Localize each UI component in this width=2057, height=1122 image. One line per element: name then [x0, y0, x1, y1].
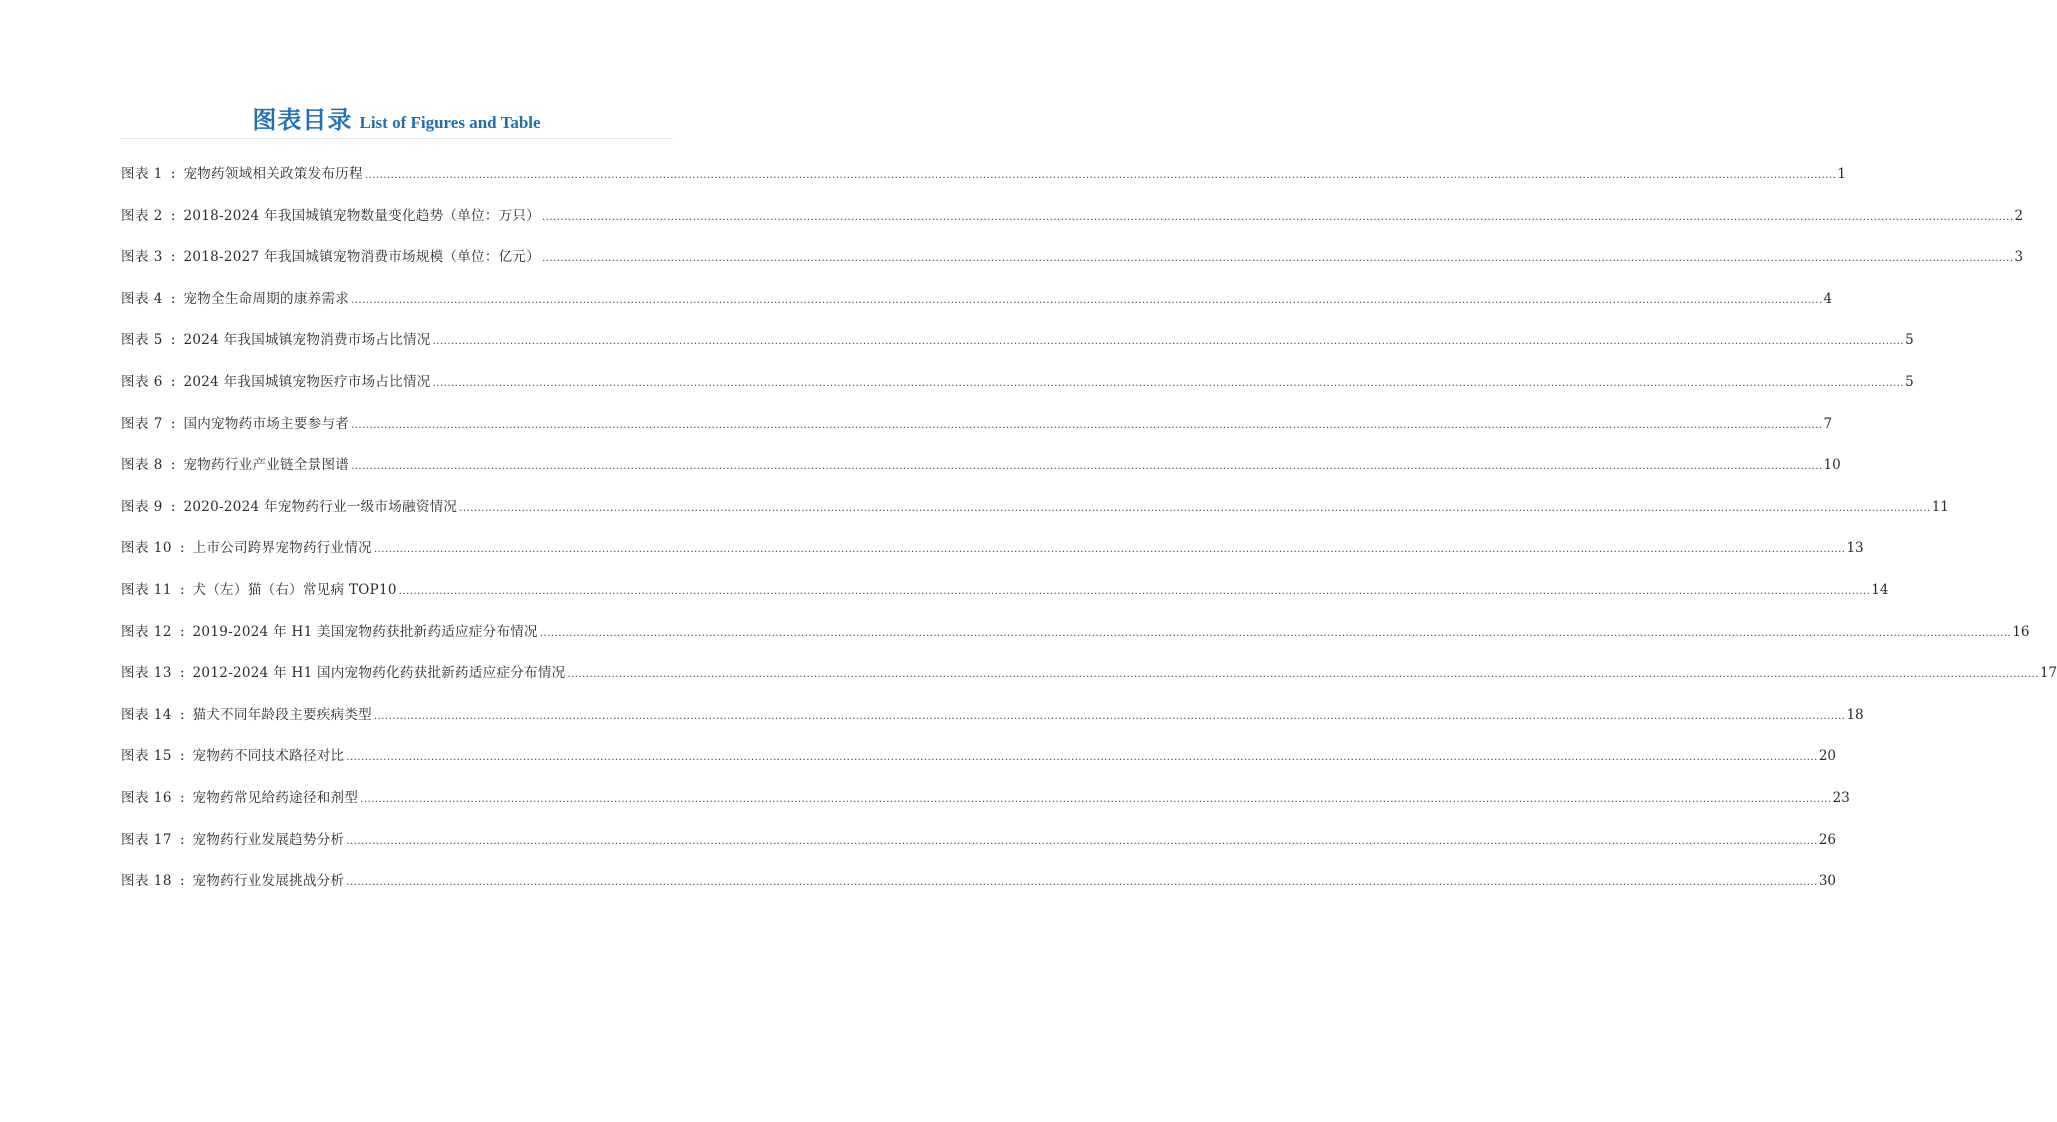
toc-dot-leader: ................................................................................................................................................................................................................................................................................................................................................................................................................: [398, 585, 1871, 597]
toc-entry-title: 宠物药不同技术路径对比: [192, 748, 345, 765]
toc-entry-page: 7: [1823, 415, 1833, 432]
toc-entry-page: 11: [1931, 498, 1949, 515]
toc-entry-title: 宠物药行业产业链全景图谱: [183, 457, 350, 474]
toc-entry-page: 5: [1905, 332, 1914, 349]
toc-entry-title: 宠物药常见给药途径和剂型: [192, 789, 359, 806]
toc-entry-title: 宠物全生命周期的康养需求: [183, 290, 350, 307]
toc-dot-leader: ................................................................................................................................................................................................................................................................................................................................................................................................................: [567, 669, 2039, 681]
toc-entry-separator: :: [170, 498, 176, 515]
toc-entry-title: 2019-2024 年 H1 美国宠物药获批新药适应症分布情况: [192, 623, 538, 640]
toc-entry-label: 图表 14: [121, 706, 172, 723]
page-title: 图表目录: [252, 106, 353, 134]
toc-entry-label: 图表 15: [121, 748, 172, 765]
toc-entry-title: 2024 年我国城镇宠物消费市场占比情况: [183, 332, 431, 349]
toc-entry-title: 宠物药行业发展趋势分析: [192, 831, 345, 848]
toc-entry-label: 图表 4: [121, 290, 163, 307]
toc-entry-separator: :: [179, 789, 185, 806]
toc-entry-title: 2018-2024 年我国城镇宠物数量变化趋势（单位：万只）: [183, 207, 541, 224]
toc-entry-label: 图表 6: [121, 373, 163, 390]
toc-dot-leader: ................................................................................................................................................................................................................................................................................................................................................................................................................: [542, 253, 2014, 265]
toc-entry-separator: :: [179, 831, 185, 848]
toc-entry-label: 图表 17: [121, 831, 172, 848]
toc-entry-page: 23: [1832, 789, 1850, 806]
toc-entry-separator: :: [170, 166, 176, 182]
toc-entry-separator: :: [179, 873, 185, 890]
toc-entry-page: 26: [1818, 831, 1837, 848]
toc-entry-title: 2024 年我国城镇宠物医疗市场占比情况: [183, 373, 431, 390]
toc-entry[interactable]: [121, 580, 1889, 622]
toc-entry-page: 3: [2014, 249, 2024, 266]
toc-entry[interactable]: [121, 830, 1837, 872]
toc-entry[interactable]: [121, 705, 1864, 747]
toc-dot-leader: ................................................................................................................................................................................................................................................................................................................................................................................................................: [539, 627, 2012, 639]
toc-entry-page: 17: [2039, 665, 2057, 682]
toc-entry-label: 图表 9: [121, 498, 163, 515]
toc-entry-title: 2012-2024 年 H1 国内宠物药化药获批新药适应症分布情况: [192, 665, 566, 682]
toc-entry[interactable]: [121, 164, 1846, 206]
toc-entry-page: 5: [1905, 373, 1914, 390]
toc-dot-leader: ................................................................................................................................................................................................................................................................................................................................................................................................................: [432, 377, 1905, 389]
toc-dot-leader: ................................................................................................................................................................................................................................................................................................................................................................................................................: [351, 461, 1823, 473]
toc-entry-separator: :: [179, 748, 185, 765]
page-header: [0, 100, 793, 135]
toc-entry[interactable]: [121, 746, 1837, 788]
toc-entry-separator: :: [170, 415, 176, 432]
toc-entry-separator: :: [170, 373, 176, 390]
toc-entry[interactable]: [121, 247, 2024, 289]
toc-entry[interactable]: [121, 497, 1949, 539]
table-of-figures: [121, 164, 2057, 913]
toc-entry[interactable]: [121, 455, 1841, 497]
toc-entry-separator: :: [170, 457, 176, 474]
toc-dot-leader: ................................................................................................................................................................................................................................................................................................................................................................................................................: [360, 793, 1832, 805]
toc-dot-leader: ................................................................................................................................................................................................................................................................................................................................................................................................................: [346, 835, 1818, 847]
toc-dot-leader: ................................................................................................................................................................................................................................................................................................................................................................................................................: [346, 752, 1818, 764]
toc-dot-leader: ................................................................................................................................................................................................................................................................................................................................................................................................................: [459, 502, 1931, 514]
toc-entry[interactable]: [121, 289, 1833, 331]
toc-dot-leader: ................................................................................................................................................................................................................................................................................................................................................................................................................: [351, 294, 1823, 306]
toc-entry-label: 图表 8: [121, 457, 163, 474]
toc-entry-page: 18: [1846, 706, 1864, 723]
toc-entry-separator: :: [170, 332, 176, 349]
header-divider: [120, 138, 673, 139]
toc-entry-separator: :: [179, 623, 185, 640]
toc-entry-label: 图表 16: [121, 789, 172, 806]
toc-entry-page: 1: [1837, 166, 1846, 182]
toc-entry-title: 2020-2024 年宠物药行业一级市场融资情况: [183, 498, 458, 515]
toc-entry[interactable]: [121, 330, 1914, 372]
toc-entry-separator: :: [179, 581, 185, 598]
toc-dot-leader: ................................................................................................................................................................................................................................................................................................................................................................................................................: [432, 336, 1905, 348]
toc-entry-label: 图表 12: [121, 623, 172, 640]
toc-entry-page: 13: [1846, 540, 1864, 557]
toc-entry-label: 图表 2: [121, 207, 163, 224]
toc-entry-title: 宠物药行业发展挑战分析: [192, 873, 345, 890]
toc-entry-page: 2: [2014, 207, 2024, 224]
toc-entry-label: 图表 18: [121, 873, 172, 890]
toc-dot-leader: ................................................................................................................................................................................................................................................................................................................................................................................................................: [373, 710, 1846, 722]
toc-entry-page: 4: [1823, 290, 1833, 307]
toc-dot-leader: ................................................................................................................................................................................................................................................................................................................................................................................................................: [542, 211, 2014, 223]
toc-entry-page: 14: [1871, 581, 1889, 598]
toc-entry-separator: :: [170, 249, 176, 266]
toc-entry-separator: :: [170, 290, 176, 307]
toc-entry-separator: :: [170, 207, 176, 224]
toc-entry-page: 30: [1818, 873, 1837, 890]
toc-entry[interactable]: [121, 538, 1864, 580]
toc-entry-title: 2018-2027 年我国城镇宠物消费市场规模（单位：亿元）: [183, 249, 541, 266]
toc-entry-label: 图表 10: [121, 540, 172, 557]
toc-entry-label: 图表 7: [121, 415, 163, 432]
toc-entry-label: 图表 11: [121, 581, 172, 598]
toc-entry-title: 上市公司跨界宠物药行业情况: [192, 540, 372, 557]
toc-dot-leader: ................................................................................................................................................................................................................................................................................................................................................................................................................: [346, 877, 1818, 889]
toc-dot-leader: ................................................................................................................................................................................................................................................................................................................................................................................................................: [364, 170, 1837, 181]
toc-entry-title: 宠物药领域相关政策发布历程: [183, 166, 363, 182]
toc-dot-leader: ................................................................................................................................................................................................................................................................................................................................................................................................................: [351, 419, 1823, 431]
toc-entry[interactable]: [121, 372, 1914, 414]
toc-entry-separator: :: [179, 706, 185, 723]
toc-dot-leader: ................................................................................................................................................................................................................................................................................................................................................................................................................: [373, 544, 1846, 556]
toc-entry-title: 猫犬不同年龄段主要疾病类型: [192, 706, 372, 723]
page-subtitle: List of Figures and Table: [359, 113, 541, 132]
toc-entry-page: 20: [1818, 748, 1837, 765]
toc-entry-title: 犬（左）猫（右）常见病 TOP10: [192, 581, 397, 598]
toc-entry-page: 10: [1823, 457, 1841, 474]
toc-entry[interactable]: [121, 871, 1837, 913]
toc-entry-label: 图表 1: [121, 166, 163, 182]
toc-entry-separator: :: [179, 665, 185, 682]
toc-entry-label: 图表 13: [121, 665, 172, 682]
toc-entry-label: 图表 3: [121, 249, 163, 266]
toc-entry[interactable]: [121, 622, 2030, 664]
toc-entry-separator: :: [179, 540, 185, 557]
toc-entry-label: 图表 5: [121, 332, 163, 349]
toc-entry[interactable]: [121, 414, 1833, 456]
toc-entry[interactable]: [121, 206, 2024, 248]
toc-entry-page: 16: [2012, 623, 2030, 640]
toc-entry[interactable]: [121, 788, 1850, 830]
toc-entry-title: 国内宠物药市场主要参与者: [183, 415, 350, 432]
toc-entry[interactable]: [121, 663, 2057, 705]
